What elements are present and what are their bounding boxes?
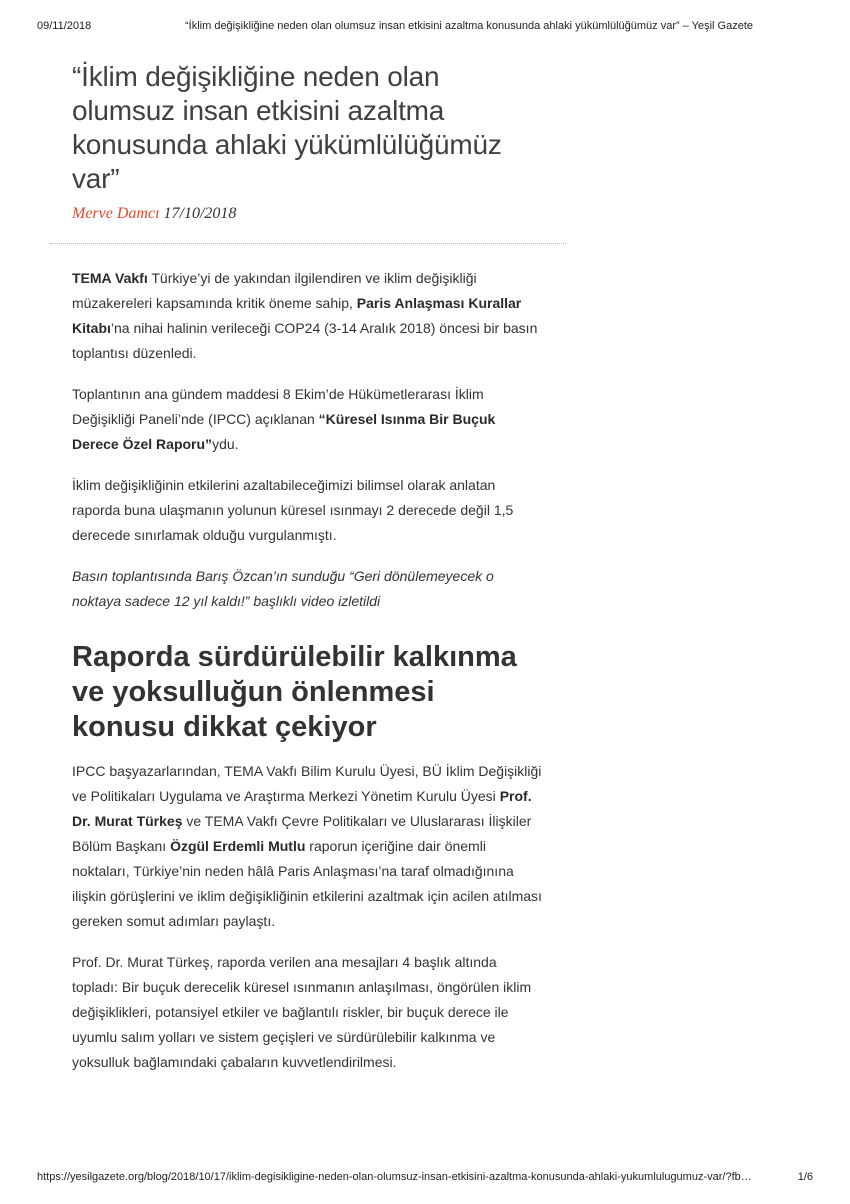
person-name-turkes: Prof. Dr. Murat Türkeş (72, 788, 532, 829)
byline (72, 205, 542, 223)
page-number: 1/6 (797, 1171, 813, 1183)
paragraph-text: Türkiye’yi de yakından ilgilendiren ve iklim değişikliği müzakereleri kapsamında kritik öneme sahip, (72, 270, 477, 311)
report-name: “Küresel Isınma Bir Buçuk Derece Özel Raporu” (72, 411, 496, 452)
print-url: https://yesilgazete.org/blog/2018/10/17/iklim-degisikligine-neden-olan-olumsuz-insan-etkisini-azaltma-konusunda-ahlaki-yukumlulugumuz-var/?fb… (37, 1171, 752, 1183)
author-link[interactable]: Merve Damcı (72, 205, 160, 222)
paragraph-text: ’na nihai halinin verileceği COP24 (3-14 Aralık 2018) öncesi bir basın toplantısı düzenledi. (72, 320, 538, 361)
paragraph-3: İklim değişikliğinin etkilerini azaltabileceğimizi bilimsel olarak anlatan raporda buna ulaşmanın yolunun küresel ısınmayı 2 derecede değil 1,5 derecede sınırlamak olduğu vurgulanmıştı. (72, 477, 514, 543)
paragraph-6: Prof. Dr. Murat Türkeş, raporda verilen ana mesajları 4 başlık altında topladı: Bir buçuk derecelik küresel ısınmanın anlaşılması, öngörülen iklim değişiklikleri, potansiyel etkiler ve bağlantılı riskler, bir buçuk derece ile uyumlu salım yolları ve sistem geçişleri ve sürdürülebilir kalkınma ve yoksulluk bağlamındaki çabaların kuvvetlendirilmesi. (72, 954, 532, 1070)
print-header (37, 20, 813, 34)
rulebook-name: Paris Anlaşması Kurallar Kitabı (72, 295, 522, 336)
header-divider (50, 243, 566, 244)
paragraph-text: IPCC başyazarlarından, TEMA Vakfı Bilim Kurulu Üyesi, BÜ İklim Değişikliği ve Politikaları Uygulama ve Araştırma Merkezi Yönetim Kurulu Üyesi (72, 763, 542, 804)
paragraph-text: ve TEMA Vakfı Çevre Politikaları ve Uluslararası İlişkiler Bölüm Başkanı (72, 813, 532, 854)
publish-date: 17/10/2018 (163, 205, 237, 222)
print-page-title: “İklim değişikliğine neden olan olumsuz insan etkisini azaltma konusunda ahlaki yükümlülüğümüz var” – Yeşil Gazete (185, 20, 754, 32)
paragraph-1 (72, 266, 542, 366)
article-body (72, 266, 542, 1091)
paragraph-text: Toplantının ana gündem maddesi 8 Ekim’de Hükümetlerarası İklim Değişikliği Paneli’nde (IPCC) açıklanan (72, 386, 484, 427)
paragraph-5 (72, 759, 542, 934)
print-footer (37, 1171, 813, 1185)
article-header (72, 60, 542, 223)
section-heading: Raporda sürdürülebilir kalkınma ve yoksulluğun önlenmesi konusu dikkat çekiyor (72, 641, 517, 743)
paragraph-text: ydu. (212, 436, 239, 452)
paragraph-text: raporun içeriğine dair önemli noktaları, Türkiye’nin neden hâlâ Paris Anlaşması’na taraf olmadığınına ilişkin görüşlerini ve iklim değişikliğinin etkilerini azaltmak için acilen atılması gereken somut adımları paylaştı. (72, 838, 542, 929)
paragraph-2 (72, 382, 542, 457)
print-date: 09/11/2018 (37, 20, 92, 32)
article-title: “İklim değişikliğine neden olan olumsuz insan etkisini azaltma konusunda ahlaki yükümlülüğümüz var” (72, 61, 502, 194)
org-name: TEMA Vakfı (72, 270, 148, 286)
video-caption: Basın toplantısında Barış Özcan’ın sunduğu “Geri dönülemeyecek o noktaya sadece 12 yıl kaldı!” başlıklı video izletildi (72, 568, 494, 609)
person-name-mutlu: Özgül Erdemli Mutlu (170, 838, 306, 854)
